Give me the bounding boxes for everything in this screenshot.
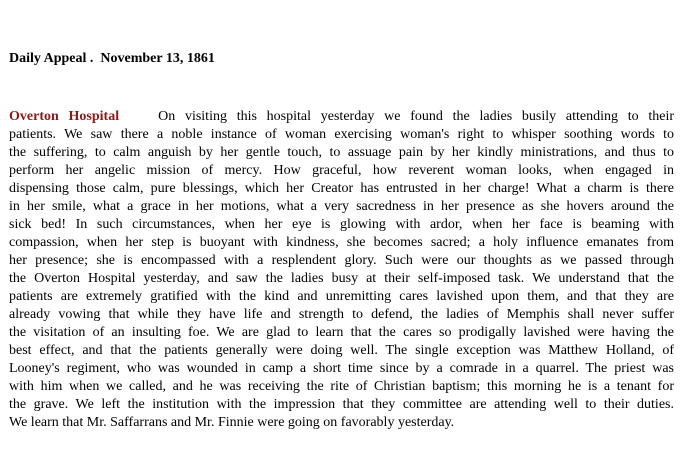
article-line: patients are extremely gratified with the kind and unremitting cares lavished upon them, and that they are [9,289,674,304]
article-line: the suffering, to calm anguish by her gentle touch, to assuage pain by her kindly ministrations, and thus to [9,145,674,160]
article-line: Looney's regiment, who was wounded in camp a short time since by a comrade in a quarrel. The priest was [9,361,674,376]
article-line: the grave. We left the institution with the impression that they committee are attending well to their duties. [9,397,674,412]
article-first-line-text: On visiting this hospital yesterday we found the ladies busily attending to their [158,109,674,124]
article-line: with him when we called, and he was receiving the rite of Christian baptism; this morning he is a tenant for [9,379,674,394]
article-line: best effect, and that the patients generally were doing well. The single exception was Matthew Holland, of [9,343,674,358]
article-topic: Overton Hospital [9,109,120,124]
newspaper-heading: Daily Appeal . November 13, 1861 [9,51,215,66]
article-line: compassion, when her step is buoyant with kindness, she becomes sacred; a holy influence emanates from [9,235,674,250]
article-line: dispensing those calm, pure blessings, which her Creator has entrusted in her charge! What a charm is there [9,181,674,196]
article-line: sick bed! In such circumstances, when her eye is glowing with ardor, when her face is beaming with [9,217,674,232]
article-line-1 [9,108,674,126]
article-line: patients. We saw there a noble instance of woman exercising woman's right to whisper soothing words to [9,127,674,142]
article-line: her presence; she is encompassed with a resplendent glory. Such were our thoughts as we passed through [9,253,674,268]
article-body [9,108,674,432]
article-line: in her smile, what a grace in her motions, what a very sacredness in her presence as she hovers around the [9,199,674,214]
article-line: already vowing that while they have life and strength to defend, the ladies of Memphis shall never suffer [9,307,674,322]
article-line: the visitation of an insulting foe. We are glad to learn that the cares so prodigally lavished were having the [9,325,674,340]
article-line: perform her angelic mission of mercy. How graceful, how reverent woman looks, when engaged in [9,163,674,178]
article-line: We learn that Mr. Saffarrans and Mr. Finnie were going on favorably yesterday. [9,415,455,430]
article-line: the Overton Hospital yesterday, and saw the ladies busy at their self-imposed task. We understand that the [9,271,674,286]
